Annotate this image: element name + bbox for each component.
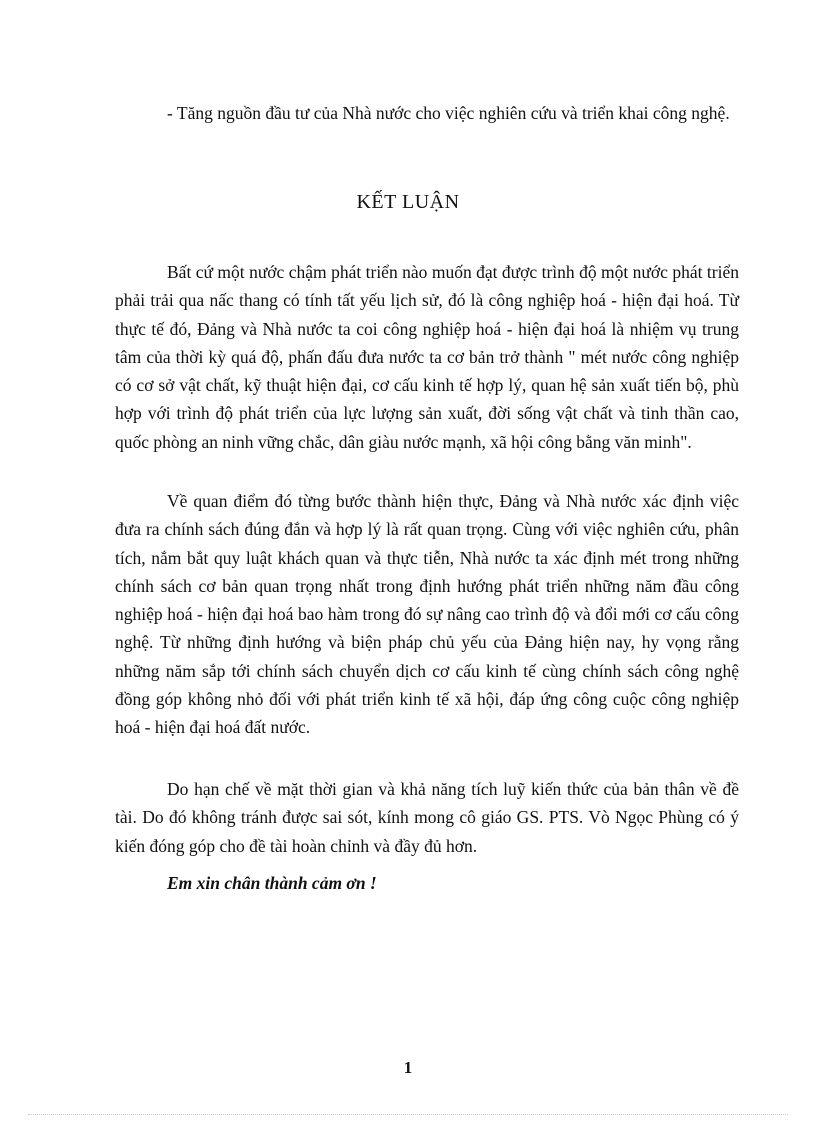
closing-thanks: Em xin chân thành cảm ơn !: [167, 873, 377, 893]
conclusion-paragraph-2: Về quan điểm đó từng bước thành hiện thực, Đảng và Nhà nước xác định việc đưa ra chính sách đúng đắn và hợp lý là rất quan trọng. Cùng với việc nghiên cứu, phân tích, nắm bắt quy luật khách quan và thực tiễn, Nhà nước ta xác định mét trong những chính sách cơ bản quan trọng nhất trong định hướng phát triển những năm đầu công nghiệp hoá - hiện đại hoá bao hàm trong đó sự nâng cao trình độ và đổi mới cơ cấu công nghệ. Từ những định hướng và biện pháp chủ yếu của Đảng hiện nay, hy vọng rằng những năm sắp tới chính sách chuyển dịch cơ cấu kinh tế cùng chính sách công nghệ đồng góp không nhỏ đối với phát triển kinh tế xã hội, đáp ứng công cuộc công nghiệp hoá - hiện đại hoá đất nước.: [115, 491, 739, 738]
section-title: KẾT LUẬN: [356, 191, 460, 213]
page-number: 1: [403, 1058, 413, 1077]
conclusion-paragraph-3: Do hạn chế về mặt thời gian và khả năng tích luỹ kiến thức của bản thân về đề tài. Do đó không tránh được sai sót, kính mong cô giáo GS. PTS. Vò Ngọc Phùng có ý kiến đóng góp cho đề tài hoàn chỉnh và đầy đủ hơn.: [115, 779, 739, 856]
conclusion-paragraph-1: Bất cứ một nước chậm phát triển nào muốn đạt được trình độ một nước phát triển phải trải qua nấc thang có tính tất yếu lịch sử, đó là công nghiệp hoá - hiện đại hoá. Từ thực tế đó, Đảng và Nhà nước ta coi công nghiệp hoá - hiện đại hoá là nhiệm vụ trung tâm của thời kỳ quá độ, phấn đấu đưa nước ta cơ bản trở thành " mét nước công nghiệp có cơ sở vật chất, kỹ thuật hiện đại, cơ cấu kinh tế hợp lý, quan hệ sản xuất tiến bộ, phù hợp với trình độ phát triển của lực lượng sản xuất, đời sống vật chất và tinh thần cao, quốc phòng an ninh vững chắc, dân giàu nước mạnh, xã hội công bằng văn minh".: [115, 262, 739, 452]
intro-bullet-paragraph: - Tăng nguồn đầu tư của Nhà nước cho việc nghiên cứu và triển khai công nghệ.: [167, 103, 730, 123]
footer-divider: [28, 1114, 788, 1115]
